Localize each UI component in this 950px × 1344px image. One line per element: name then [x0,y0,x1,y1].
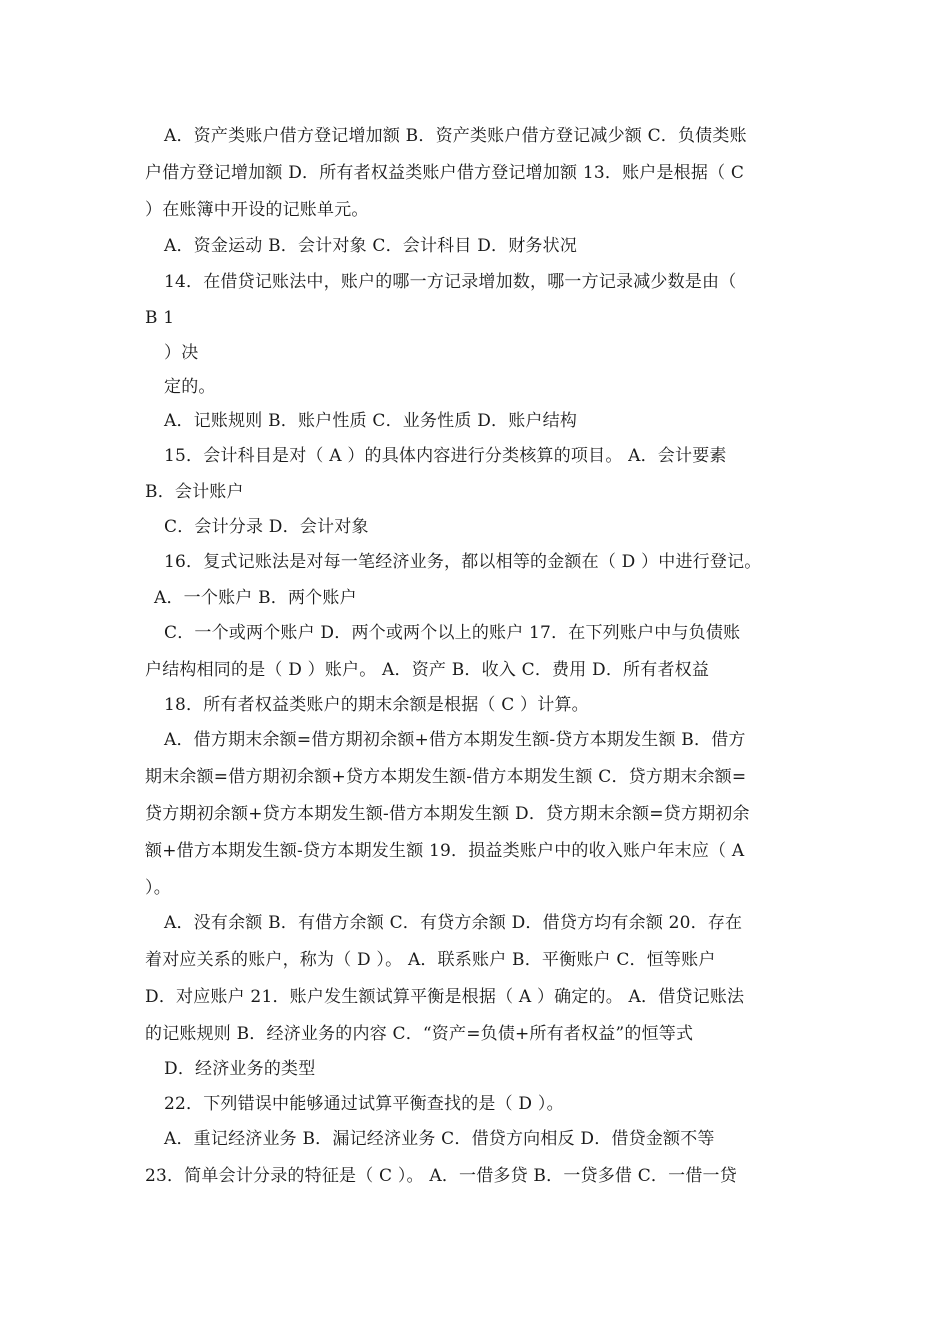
text-line: 18．所有者权益类账户的期末余额是根据（ C ）计算。 [164,695,589,715]
text-line: C．一个或两个账户 D．两个或两个以上的账户 17．在下列账户中与负债账 [164,623,741,643]
text-line: 14．在借贷记账法中，账户的哪一方记录增加数，哪一方记录减少数是由（ [164,272,737,292]
text-line: 期末余额=借方期初余额+贷方本期发生额-借方本期发生额 C．贷方期末余额= [145,767,747,787]
text-line: C．会计分录 D．会计对象 [164,517,369,537]
text-line: 户结构相同的是（ D ）账户。 A．资产 B．收入 C．费用 D．所有者权益 [145,660,710,680]
text-line: ）决 [164,343,199,363]
text-line: D．经济业务的类型 [164,1059,316,1079]
text-line: 16．复式记账法是对每一笔经济业务，都以相等的金额在（ D ）中进行登记。 [164,552,762,572]
text-line: A．一个账户 B．两个账户 [154,588,357,608]
text-line: A．资金运动 B．会计对象 C．会计科目 D．财务状况 [164,236,578,256]
text-line: 22．下列错误中能够通过试算平衡查找的是（ D ）。 [164,1094,564,1114]
text-line: ）。 [145,878,171,898]
text-line: B．会计账户 [145,482,244,502]
text-line: B 1 [145,308,175,328]
text-line: D．对应账户 21．账户发生额试算平衡是根据（ A ）确定的。 A．借贷记账法 [145,987,745,1007]
text-line: 定的。 [164,377,216,397]
text-line: 23．简单会计分录的特征是（ C ）。 A．一借多贷 B．一贷多借 C．一借一贷 [145,1166,737,1186]
text-line: 额+借方本期发生额-贷方本期发生额 19．损益类账户中的收入账户年末应（ A [145,841,745,861]
text-line: A．记账规则 B．账户性质 C．业务性质 D．账户结构 [164,411,578,431]
text-line: A．资产类账户借方登记增加额 B．资产类账户借方登记减少额 C．负债类账 [164,126,747,146]
text-line: 户借方登记增加额 D．所有者权益类账户借方登记增加额 13．账户是根据（ C [145,163,745,183]
text-line: 着对应关系的账户，称为（ D ）。 A．联系账户 B．平衡账户 C．恒等账户 [145,950,716,970]
text-line: ）在账簿中开设的记账单元。 [145,200,369,220]
text-line: A．没有余额 B．有借方余额 C．有贷方余额 D．借贷方均有余额 20．存在 [164,913,743,933]
text-line: 贷方期初余额+贷方本期发生额-借方本期发生额 D．贷方期末余额=贷方期初余 [145,804,750,824]
text-line: A．借方期末余额=借方期初余额+借方本期发生额-贷方本期发生额 B．借方 [164,730,746,750]
text-line: A．重记经济业务 B．漏记经济业务 C．借贷方向相反 D．借贷金额不等 [164,1129,715,1149]
text-line: 15．会计科目是对（ A ）的具体内容进行分类核算的项目。 A．会计要素 [164,446,727,466]
text-line: 的记账规则 B．经济业务的内容 C．“资产=负债+所有者权益”的恒等式 [145,1024,694,1044]
